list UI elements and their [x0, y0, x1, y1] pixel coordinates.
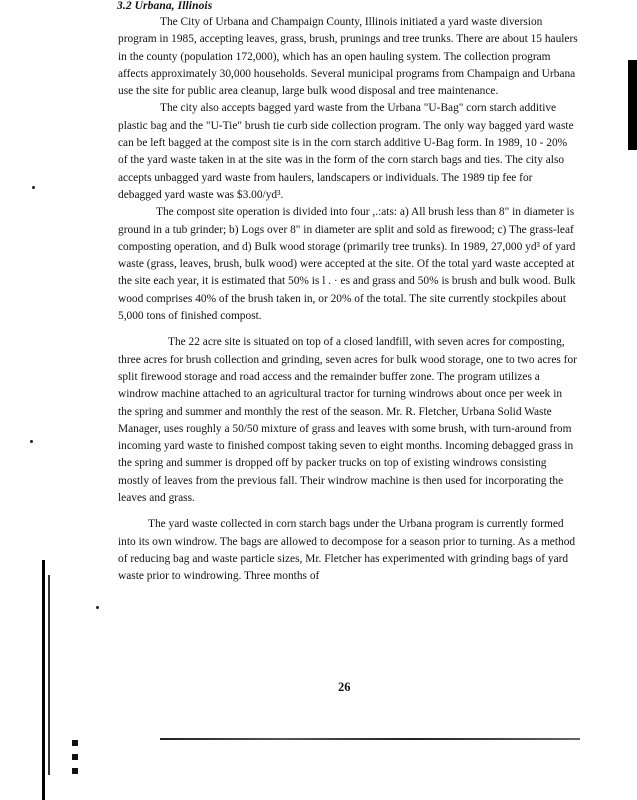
- scan-dot: [32, 186, 35, 189]
- paragraph-3: [118, 204, 578, 325]
- paragraph-4: [118, 334, 578, 507]
- paragraph-1: [118, 14, 578, 100]
- scan-bottom-ticks: [72, 740, 78, 780]
- paragraph-2-text: The city also accepts bagged yard waste from the Urbana "U-Bag" corn starch additive plastic bag and the "U-Tie" brush tie curb side collection program. The only way bagged yard waste can be left bagged at the compost site is in the corn starch additive U-Bag form. In 1989, 10 - 20% of the yard waste taken in at the site was in the form of the corn starch bags and ties. The city also accepts unbagged yard waste from haulers, landscapers or individuals. The 1989 tip fee for debagged yard waste was $3.00/yd³.: [118, 102, 574, 201]
- page-number: 26: [338, 680, 351, 694]
- scan-bottom-rule: [160, 738, 580, 740]
- paragraph-3-text: The compost site operation is divided into four ,.:ats: a) All brush less than 8" in diameter is ground in a tub grinder; b) Logs over 8" in diameter are split and sold as firewood; c) The grass-leaf composting operation, and d) Bulk wood storage (primarily tree trunks). In 1989, 27,000 yd³ of yard waste (grass, leaves, brush, bulk wood) were accepted at the site. Of the total yard waste accepted at the site each year, it is estimated that 50% is l . · es and grass and 50% is brush and bulk wood. Bulk wood comprises 40% of the brush taken in, or 20% of the total. The site currently stockpiles about 5,000 tons of finished compost.: [118, 206, 576, 323]
- scan-edge-mark: [628, 60, 637, 150]
- scan-dot: [96, 606, 99, 609]
- paragraph-2: [118, 100, 578, 204]
- section-heading: 3.2 Urbana, Illinois: [117, 0, 213, 12]
- scan-artifact-line-secondary: [48, 575, 50, 775]
- paragraph-5-text: The yard waste collected in corn starch bags under the Urbana program is currently formed into its own windrow. The bags are allowed to decompose for a season prior to turning. As a method of reducing bag and waste particle sizes, Mr. Fletcher has experimented with grinding bags of yard waste prior to windrowing. Three months of: [118, 518, 576, 583]
- paragraph-4-text: The 22 acre site is situated on top of a closed landfill, with seven acres for composting, three acres for brush collection and grinding, seven acres for bulk wood storage, one to two acres for split firewood storage and road access and the remainder buffer zone. The program utilizes a windrow machine attached to an agricultural tractor for turning windrows about once per week in the spring and summer and monthly the rest of the season. Mr. R. Fletcher, Urbana Solid Waste Manager, uses roughly a 50/50 mixture of grass and leaves with some brush, with turn-around from incoming yard waste to finished compost taking seven to eight months. Incoming debagged grass in the spring and summer is dropped off by packer trucks on top of existing windrows consisting mostly of leaves from the previous fall. Their windrow machine is then used for incorporating the leaves and grass.: [118, 336, 577, 505]
- scan-artifact-line: [42, 560, 45, 800]
- paragraph-5: [118, 516, 578, 585]
- paragraph-1-text: The City of Urbana and Champaign County, Illinois initiated a yard waste diversion program in 1985, accepting leaves, grass, brush, prunings and tree trunks. There are about 15 haulers in the county (population 172,000), which has an open hauling system. The collection program affects approximately 30,000 households. Several municipal programs from Champaign and Urbana use the site for public area cleanup, large bulk wood disposal and tree maintenance.: [118, 16, 578, 98]
- body-text: [118, 14, 578, 586]
- scan-dot: [30, 440, 33, 443]
